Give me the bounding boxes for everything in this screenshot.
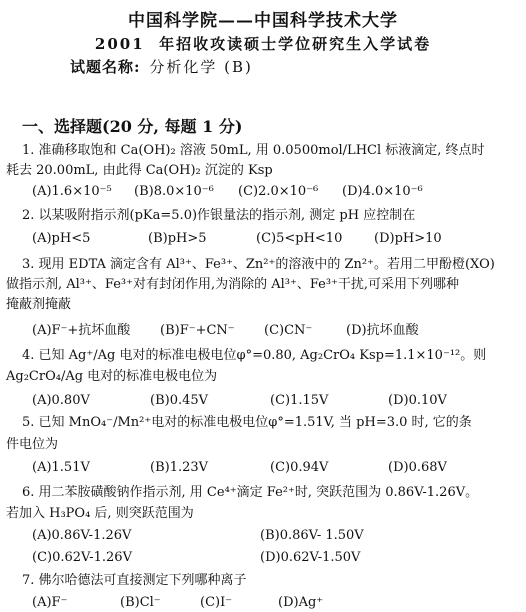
question-5-line-2: 件电位为 (6, 437, 59, 452)
question-6-line-1: 6. 用二苯胺磺酸钠作指示剂, 用 Ce⁴⁺滴定 Fe²⁺时, 突跃范围为 0.86V-1.26V。 (22, 485, 479, 500)
option-a: (A)F⁻+抗坏血酸 (32, 323, 131, 338)
exam-subtitle-text: 年招收攻读硕士学位研究生入学试卷 (159, 35, 432, 53)
option-b: (B)Cl⁻ (120, 595, 161, 610)
question-1-line-2: 耗去 20.00mL, 由此得 Ca(OH)₂ 沉淀的 Ksp (6, 163, 273, 178)
option-b: (B)1.23V (150, 460, 209, 475)
option-d: (D)Ag⁺ (278, 595, 324, 610)
question-4-options (0, 392, 526, 410)
option-b: (B)8.0×10⁻⁶ (134, 184, 214, 199)
option-c: (C)5<pH<10 (256, 231, 343, 246)
subject-row (70, 56, 253, 77)
question-2-line-1: 2. 以某吸附指示剂(pKa=5.0)作银量法的指示剂, 测定 pH 应控制在 (22, 208, 416, 223)
option-a: (A)0.80V (32, 393, 90, 408)
option-a: (A)1.51V (32, 460, 90, 475)
option-a: (A)0.86V-1.26V (32, 528, 132, 543)
question-1-options (0, 183, 526, 201)
option-d: (D)4.0×10⁻⁶ (342, 184, 423, 199)
option-c: (C)0.94V (270, 460, 329, 475)
question-3-line-3: 掩蔽剂掩蔽 (6, 297, 72, 312)
option-c: (C)0.62V-1.26V (32, 550, 132, 565)
option-b: (B)0.86V- 1.50V (260, 528, 364, 543)
question-1-line-1: 1. 准确移取饱和 Ca(OH)₂ 溶液 50mL, 用 0.0500mol/LHCl 标液滴定, 终点时 (22, 143, 485, 158)
option-d: (D)抗坏血酸 (346, 323, 419, 338)
question-3-options (0, 322, 526, 340)
option-d: (D)0.68V (388, 460, 447, 475)
question-2-options (0, 230, 526, 248)
question-3-line-1: 3. 现用 EDTA 滴定含有 Al³⁺、Fe³⁺、Zn²⁺的溶液中的 Zn²⁺。若用二甲酚橙(XO) (22, 257, 495, 272)
option-d: (D)0.10V (388, 393, 447, 408)
option-c: (C)1.15V (270, 393, 329, 408)
option-d: (D)pH>10 (374, 231, 442, 246)
option-c: (C)2.0×10⁻⁶ (238, 184, 319, 199)
question-5-line-1: 5. 已知 MnO₄⁻/Mn²⁺电对的标准电极电位φ°=1.51V, 当 pH=3.0 时, 它的条 (22, 415, 472, 430)
option-c: (C)CN⁻ (264, 323, 313, 338)
question-6-options-row-1 (0, 527, 526, 545)
option-a: (A)F⁻ (32, 595, 68, 610)
option-b: (B)pH>5 (148, 231, 207, 246)
university-title: 中国科学院——中国科学技术大学 (128, 11, 398, 31)
exam-subtitle (0, 33, 526, 54)
option-a: (A)1.6×10⁻⁵ (32, 184, 112, 199)
exam-year: 2001 (94, 35, 145, 53)
option-c: (C)I⁻ (200, 595, 233, 610)
question-4-line-2: Ag₂CrO₄/Ag 电对的标准电极电位为 (6, 369, 218, 384)
option-b: (B)0.45V (150, 393, 209, 408)
option-d: (D)0.62V-1.50V (260, 550, 361, 565)
question-4-line-1: 4. 已知 Ag⁺/Ag 电对的标准电极电位φ°=0.80, Ag₂CrO₄ Ksp=1.1×10⁻¹²。则 (22, 348, 487, 363)
question-6-line-2: 若加入 H₃PO₄ 后, 则突跃范围为 (6, 506, 194, 521)
subject-name: 分析化学 (B) (149, 58, 253, 76)
section-heading: 一、选择题(20 分, 每题 1 分) (22, 117, 243, 136)
question-6-options-row-2 (0, 549, 526, 567)
question-7-line-1: 7. 佛尔哈德法可直接测定下列哪种离子 (22, 573, 247, 588)
option-b: (B)F⁻+CN⁻ (160, 323, 235, 338)
option-a: (A)pH<5 (32, 231, 91, 246)
question-5-options (0, 459, 526, 477)
question-3-line-2: 做指示剂, Al³⁺、Fe³⁺对有封闭作用,为消除的 Al³⁺、Fe³⁺干扰,可采用下列哪种 (6, 277, 460, 292)
subject-label: 试题名称: (70, 58, 141, 76)
question-7-options (0, 594, 526, 612)
